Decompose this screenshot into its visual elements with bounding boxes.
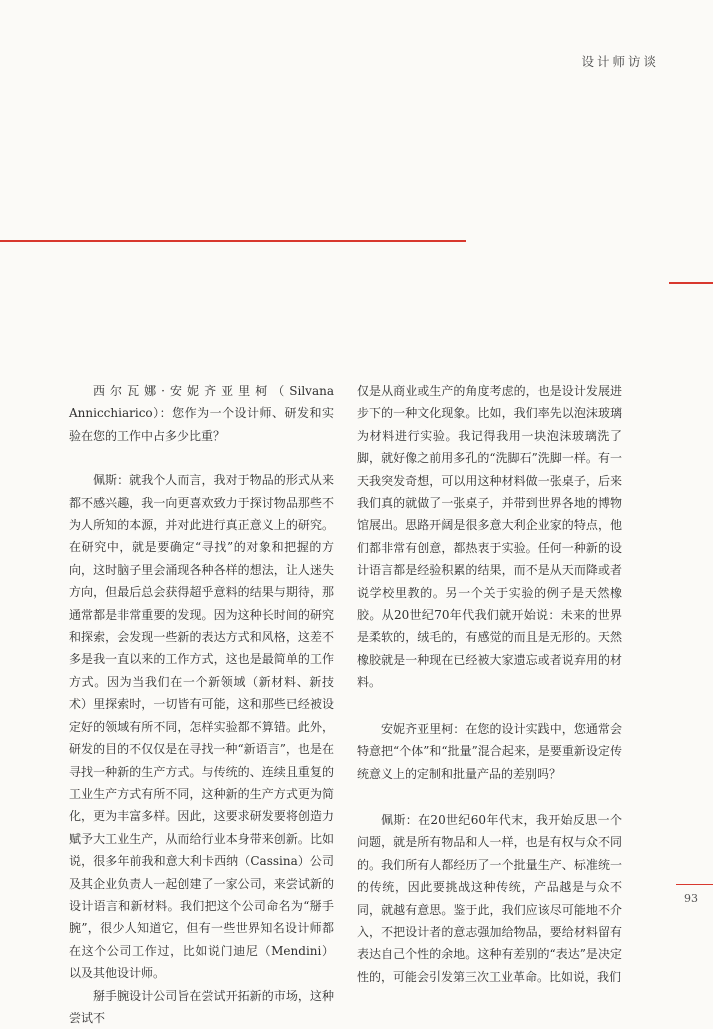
decorative-red-rule (0, 240, 466, 242)
decorative-red-rule-margin (669, 282, 713, 284)
section-title: 设计师访谈 (581, 54, 659, 69)
text-column-right (357, 380, 622, 988)
answer-paragraph: 佩斯：就我个人而言，我对于物品的形式从来都不感兴趣，我一向更喜欢致力于探讨物品那些不为人所知的本源，并对此进行真正意义上的研究。在研究中，就是要确定“寻找”的对象和把握的方向，这时脑子里会涌现各种各样的想法，让人迷失方向，但最后总会获得超乎意料的结果与期待，那通常都是非常重要的发现。因为这种长时间的研究和探索，会发现一些新的表达方式和风格，这差不多是我一直以来的工作方式，这也是最简单的工作方式。因为当我们在一个新领域（新材料、新技术）里探索时，一切皆有可能，这和那些已经被设定好的领域有所不同，怎样实验都不算错。此外，研发的目的不仅仅是在寻找一种“新语言”，也是在寻找一种新的生产方式。与传统的、连续且重复的工业生产方式有所不同，这种新的生产方式更为简化，更为丰富多样。因此，这要求研发要将创造力赋予大工业生产，从而给行业本身带来创新。比如说，很多年前我和意大利卡西纳（Cassina）公司及其企业负责人一起创建了一家公司，来尝试新的设计语言和新材料。我们把这个公司命名为“掰手腕”，很少人知道它，但有一些世界知名设计师都在这个公司工作过，比如说门迪尼（Mendini）以及其他设计师。 (69, 473, 334, 981)
text-column-left (69, 380, 334, 1029)
answer-paragraph: 佩斯：在20世纪60年代末，我开始反思一个问题，就是所有物品和人一样，也是有权与众不同的。我们所有人都经历了一个批量生产、标准统一的传统，因此要挑战这种传统，产品越是与众不同，就越有意思。鉴于此，我们应该尽可能地不介入，不把设计者的意志强加给物品，要给材料留有表达自己个性的余地。这种有差别的“表达”是决定性的，可能会引发第三次工业革命。比如说，我们 (357, 812, 622, 984)
body-paragraph-continued: 仅是从商业或生产的角度考虑的，也是设计发展进步下的一种文化现象。比如，我们率先以泡沫玻璃为材料进行实验。我记得我用一块泡沫玻璃洗了脚，就好像之前用多孔的“洗脚石”洗脚一样。有一天我突发奇想，可以用这种材料做一张桌子，后来我们真的就做了一张桌子，并带到世界各地的博物馆展出。思路开阔是很多意大利企业家的特点，他们都非常有创意，都热衷于实验。任何一种新的设计语言都是经验积累的结果，而不是从天而降或者说学校里教的。另一个关于实验的例子是天然橡胶。从20世纪70年代我们就开始说：未来的世界是柔软的，绒毛的，有感觉的而且是无形的。天然橡胶就是一种现在已经被大家遗忘或者说弃用的材料。 (357, 384, 622, 690)
page-number-rule (676, 884, 713, 885)
question-paragraph: 西尔瓦娜·安妮齐亚里柯（Silvana Annicchiarico）：您作为一个设计师、研发和实验在您的工作中占多少比重？ (69, 384, 334, 443)
page-number: 93 (684, 892, 698, 905)
question-paragraph: 安妮齐亚里柯：在您的设计实践中，您通常会特意把“个体”和“批量”混合起来，是要重新设定传统意义上的定制和批量产品的差别吗？ (357, 721, 622, 781)
body-paragraph: 掰手腕设计公司旨在尝试开拓新的市场，这种尝试不 (69, 988, 334, 1025)
